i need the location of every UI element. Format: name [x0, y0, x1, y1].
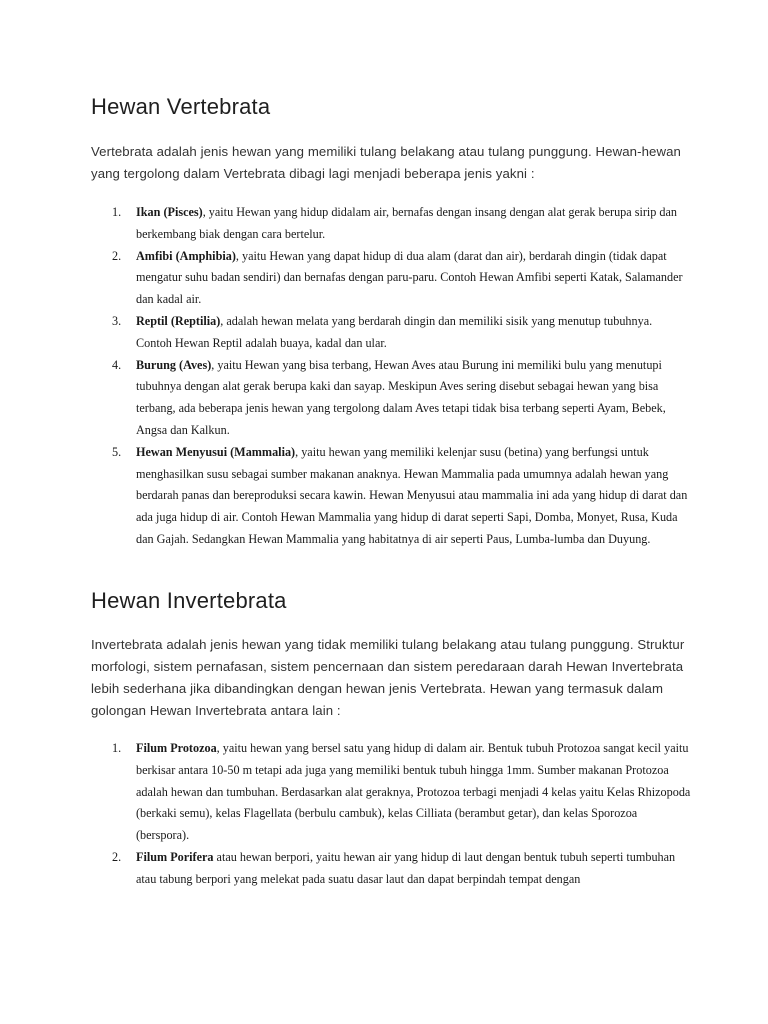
- invertebrata-list: [91, 738, 691, 891]
- list-item: [91, 246, 691, 311]
- list-number: 2.: [112, 248, 122, 263]
- list-item: [91, 442, 691, 551]
- list-item: [91, 847, 691, 891]
- intro-paragraph-invertebrata: Invertebrata adalah jenis hewan yang tidak memiliki tulang belakang atau tulang punggung. Struktur morfologi, sistem pernafasan, sistem pencernaan dan sistem peredaraan darah Hewan Invertebrata lebih sederhana jika dibandingkan dengan hewan jenis Vertebrata. Hewan yang termasuk dalam golongan Hewan Invertebrata antara lain :: [91, 637, 685, 718]
- list-number: 3.: [112, 313, 122, 328]
- list-text: , yaitu hewan yang memiliki kelenjar susu (betina) yang berfungsi untuk menghasilkan susu sebagai sumber makanan anaknya. Hewan Mammalia pada umumnya adalah hewan yang berdarah panas dan bereproduksi secara kawin. Hewan Menyusui atau mammalia ini ada yang hidup di darat dan ada juga hidup di air. Contoh Hewan Mammalia yang hidup di darat seperti Sapi, Domba, Monyet, Rusa, Kuda dan Gajah. Sedangkan Hewan Mammalia yang habitatnya di air seperti Paus, Lumba-lumba dan Duyung.: [136, 444, 688, 546]
- list-item: [91, 202, 691, 246]
- section-heading-invertebrata: Hewan Invertebrata: [91, 588, 287, 613]
- list-text: , yaitu Hewan yang hidup didalam air, bernafas dengan insang dengan alat gerak berupa sirip dan berkembang biak dengan cara bertelur.: [136, 205, 678, 241]
- vertebrata-list: [91, 202, 691, 551]
- list-text: , yaitu Hewan yang bisa terbang, Hewan Aves atau Burung ini memiliki bulu yang menutupi tubuhnya dengan alat gerak berupa kaki dan sayap. Meskipun Aves sering disebut sebagai hewan yang bisa terbang, ada beberapa jenis hewan yang tergolong dalam Aves tetapi tidak bisa terbang seperti Ayam, Bebek, Angsa dan Kalkun.: [136, 357, 666, 437]
- list-text: , yaitu Hewan yang dapat hidup di dua alam (darat dan air), berdarah dingin (tidak dapat mengatur suhu badan sendiri) dan bernafas dengan paru-paru. Contoh Hewan Amfibi seperti Katak, Salamander dan kadal air.: [136, 248, 683, 307]
- section-heading-vertebrata: Hewan Vertebrata: [91, 94, 271, 119]
- intro-paragraph-vertebrata: Vertebrata adalah jenis hewan yang memiliki tulang belakang atau tulang punggung. Hewan-hewan yang tergolong dalam Vertebrata dibagi lagi menjadi beberapa jenis yakni :: [91, 144, 681, 181]
- list-term: Filum Protozoa: [136, 741, 217, 755]
- list-term: Reptil (Reptilia): [136, 313, 221, 328]
- list-term: Burung (Aves): [136, 357, 212, 372]
- list-term: Amfibi (Amphibia): [136, 248, 236, 263]
- list-term: Hewan Menyusui (Mammalia): [136, 444, 296, 459]
- list-text: , yaitu hewan yang bersel satu yang hidup di dalam air. Bentuk tubuh Protozoa sangat kecil yaitu berkisar antara 10-50 m tetapi ada juga yang memiliki bentuk tubuh hingga 1mm. Sumber makanan Protozoa adalah hewan dan tumbuhan. Berdasarkan alat geraknya, Protozoa terbagi menjadi 4 kelas yaitu Kelas Rhizopoda (berkaki semu), kelas Flagellata (berbulu cambuk), kelas Cilliata (berambut getar), dan kelas Sporozoa (berspora).: [136, 741, 691, 843]
- list-number: 4.: [112, 357, 122, 372]
- list-number: 1.: [112, 205, 122, 219]
- list-term: Ikan (Pisces): [136, 205, 203, 219]
- list-item: [91, 738, 691, 847]
- list-text: , adalah hewan melata yang berdarah dingin dan memiliki sisik yang menutup tubuhnya. Contoh Hewan Reptil adalah buaya, kadal dan ular.: [136, 313, 653, 350]
- list-text: atau hewan berpori, yaitu hewan air yang hidup di laut dengan bentuk tubuh seperti tumbuhan atau tabung berpori yang melekat pada suatu dasar laut dan dapat berpindah tempat dengan: [136, 849, 676, 886]
- list-term: Filum Porifera: [136, 849, 214, 864]
- list-number: 2.: [112, 849, 122, 864]
- list-item: [91, 311, 691, 355]
- list-item: [91, 355, 691, 442]
- list-number: 5.: [112, 444, 122, 459]
- list-number: 1.: [112, 741, 122, 755]
